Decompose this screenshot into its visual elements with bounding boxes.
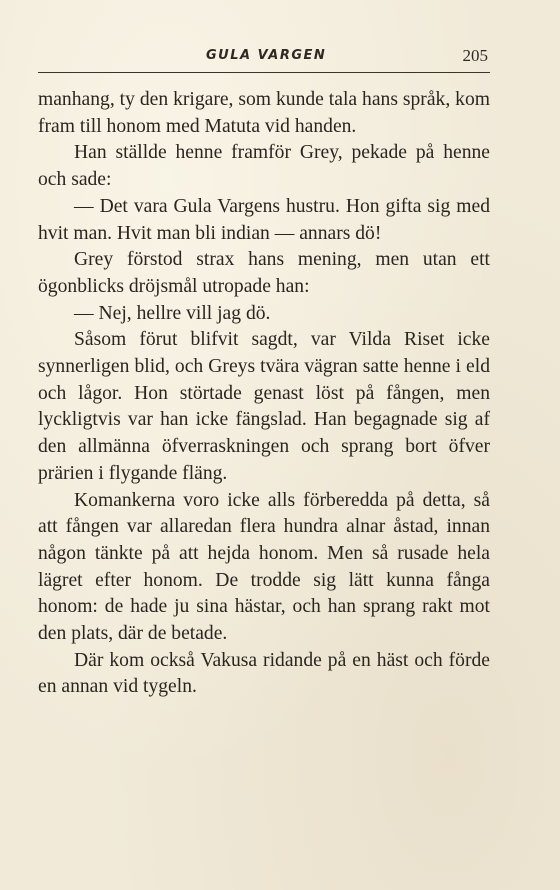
body-text — [38, 87, 490, 701]
running-title: GULA VARGEN — [206, 48, 327, 63]
paragraph-continued: manhang, ty den krigare, som kunde tala hans språk, kom fram till honom med Matuta vid handen. — [38, 89, 490, 137]
paragraph: Komankerna voro icke alls förberedda på detta, så att fången var allaredan flera hundra alnar åstad, innan någon tänkte på att hejda honom. Men så rusade hela lägret efter honom. De trodde sig lätt kunna fånga honom: de hade ju sina hästar, och han sprang rakt mot den plats, där de betade. — [38, 489, 490, 645]
paragraph-dialogue: — Det vara Gula Vargens hustru. Hon gifta sig med hvit man. Hvit man bli indian — annars dö! — [38, 195, 490, 244]
paragraph-dialogue: — Nej, hellre vill jag dö. — [74, 302, 271, 324]
paragraph: Där kom också Vakusa ridande på en häst och förde en annan vid tygeln. — [38, 649, 490, 698]
paragraph: Grey förstod strax hans mening, men utan ett ögonblicks dröjsmål utropade han: — [38, 249, 490, 297]
page-number: 205 — [462, 46, 488, 65]
running-head — [38, 44, 488, 68]
header-rule — [38, 72, 490, 73]
paragraph: Såsom förut blifvit sagdt, var Vilda Riset icke synnerligen blid, och Greys tvära vägran satte henne i eld och lågor. Hon störtade genast löst på fången, men lyckligtvis var han icke fängslad. Han begagnade sig af den allmänna öfverraskningen och sprang bort öfver prärien i flygande fläng. — [38, 329, 490, 484]
paragraph: Han ställde henne framför Grey, pekade på henne och sade: — [38, 142, 490, 191]
